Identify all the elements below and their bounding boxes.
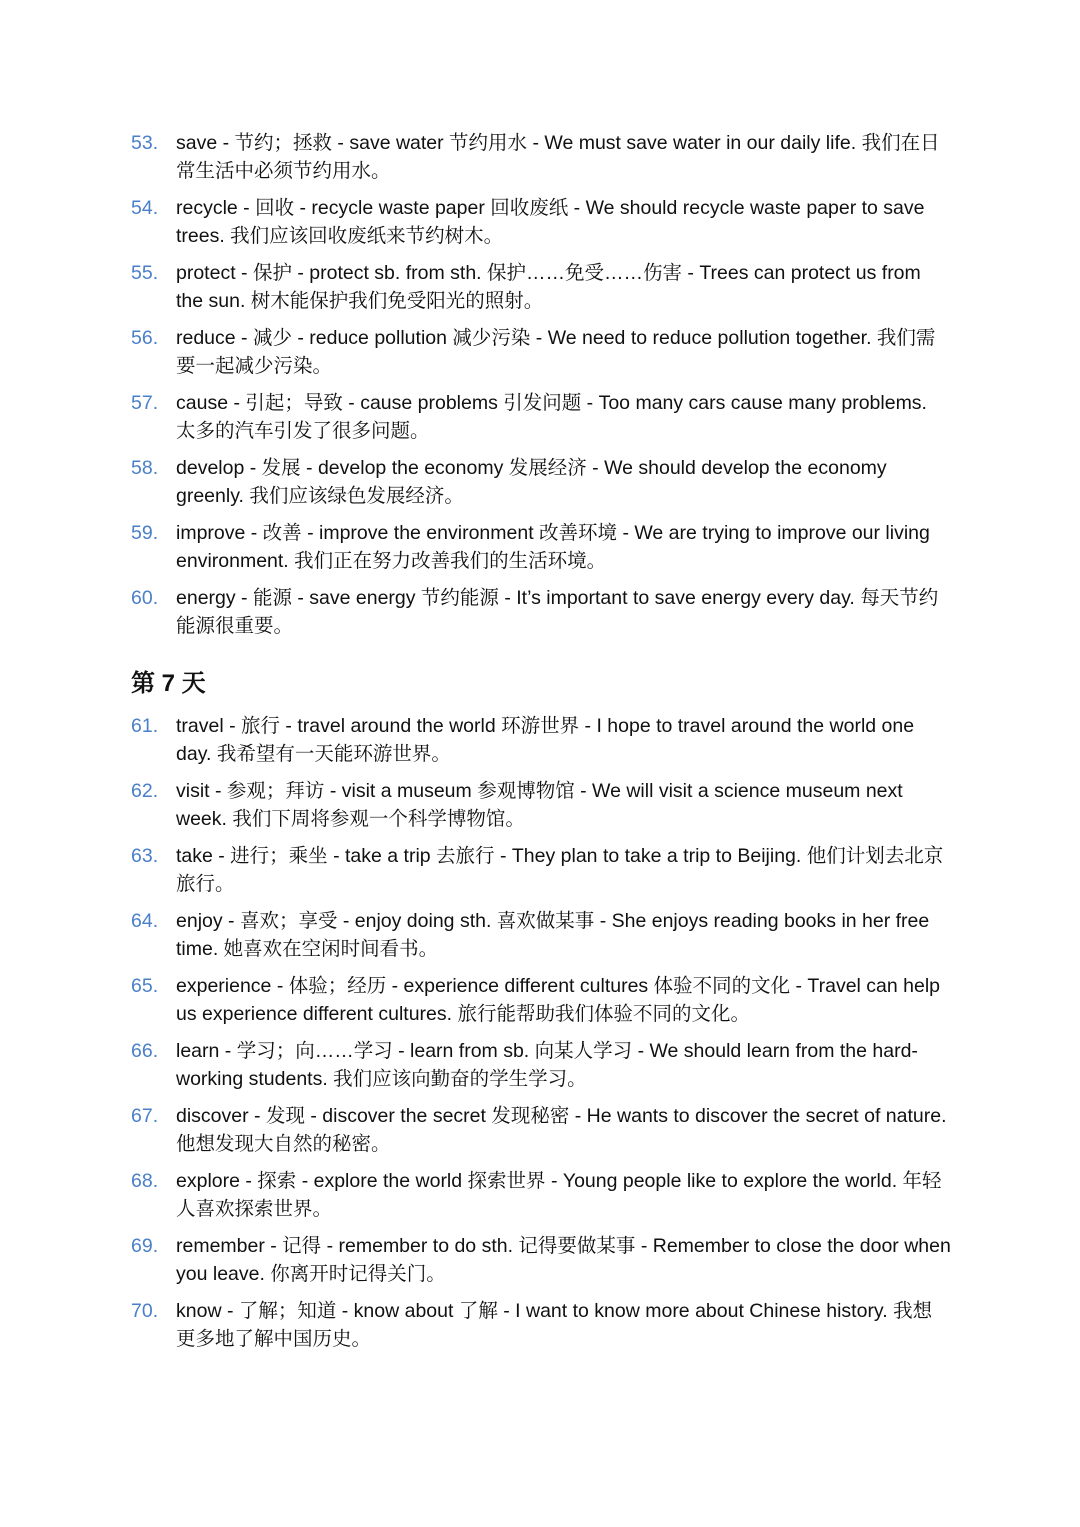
item-text: take - 进行；乘坐 - take a trip 去旅行 - They plan to take a trip to Beijing. 他们计划去北京旅行。 bbox=[176, 845, 944, 895]
item-number: 55. bbox=[131, 262, 159, 284]
item-text: save - 节约；拯救 - save water 节约用水 - We must save water in our daily life. 我们在日常生活中必须节约用水。 bbox=[176, 132, 940, 182]
item-number: 66. bbox=[131, 1040, 159, 1062]
vocabulary-item bbox=[131, 584, 951, 649]
item-number: 56. bbox=[131, 327, 159, 349]
item-number: 60. bbox=[131, 587, 159, 609]
vocabulary-item bbox=[131, 194, 951, 259]
vocabulary-item bbox=[131, 842, 951, 907]
item-number: 59. bbox=[131, 522, 159, 544]
item-number: 53. bbox=[131, 132, 159, 154]
vocabulary-list-day6 bbox=[131, 129, 951, 649]
vocabulary-item bbox=[131, 1167, 951, 1232]
vocabulary-item bbox=[131, 389, 951, 454]
item-number: 58. bbox=[131, 457, 159, 479]
vocabulary-item bbox=[131, 777, 951, 842]
vocabulary-item bbox=[131, 1297, 951, 1362]
vocabulary-list-day7 bbox=[131, 712, 951, 1362]
item-text: visit - 参观；拜访 - visit a museum 参观博物馆 - We will visit a science museum next week. 我们下周将参观一个科学博物馆。 bbox=[176, 780, 903, 830]
item-text: know - 了解；知道 - know about 了解 - I want to know more about Chinese history. 我想更多地了解中国历史。 bbox=[176, 1300, 933, 1350]
item-number: 69. bbox=[131, 1235, 159, 1257]
vocabulary-item bbox=[131, 907, 951, 972]
vocabulary-item bbox=[131, 1102, 951, 1167]
item-text: travel - 旅行 - travel around the world 环游世界 - I hope to travel around the world one day. 我希望有一天能环游世界。 bbox=[176, 715, 915, 765]
vocabulary-item bbox=[131, 259, 951, 324]
vocabulary-item bbox=[131, 712, 951, 777]
vocabulary-item bbox=[131, 1037, 951, 1102]
item-text: explore - 探索 - explore the world 探索世界 - Young people like to explore the world. 年轻人喜欢探索世界。 bbox=[176, 1170, 942, 1220]
vocabulary-item bbox=[131, 454, 951, 519]
item-text: discover - 发现 - discover the secret 发现秘密 - He wants to discover the secret of nature. 他想发现大自然的秘密。 bbox=[176, 1105, 947, 1155]
vocabulary-item bbox=[131, 1232, 951, 1297]
item-text: learn - 学习；向……学习 - learn from sb. 向某人学习 - We should learn from the hard-working students. 我们应该向勤奋的学生学习。 bbox=[176, 1040, 918, 1090]
item-number: 68. bbox=[131, 1170, 159, 1192]
item-text: recycle - 回收 - recycle waste paper 回收废纸 - We should recycle waste paper to save trees. 我们应该回收废纸来节约树木。 bbox=[176, 197, 925, 247]
item-text: protect - 保护 - protect sb. from sth. 保护……免受……伤害 - Trees can protect us from the sun. 树木能保护我们免受阳光的照射。 bbox=[176, 262, 921, 312]
item-text: enjoy - 喜欢；享受 - enjoy doing sth. 喜欢做某事 - She enjoys reading books in her free time. 她喜欢在空闲时间看书。 bbox=[176, 910, 930, 960]
item-number: 54. bbox=[131, 197, 159, 219]
item-number: 64. bbox=[131, 910, 159, 932]
item-text: improve - 改善 - improve the environment 改善环境 - We are trying to improve our living environment. 我们正在努力改善我们的生活环境。 bbox=[176, 522, 930, 572]
item-text: develop - 发展 - develop the economy 发展经济 - We should develop the economy greenly. 我们应该绿色发展经济。 bbox=[176, 457, 887, 507]
item-text: remember - 记得 - remember to do sth. 记得要做某事 - Remember to close the door when you leave. 你离开时记得关门。 bbox=[176, 1235, 951, 1285]
vocabulary-item bbox=[131, 972, 951, 1037]
item-number: 70. bbox=[131, 1300, 159, 1322]
item-text: energy - 能源 - save energy 节约能源 - It’s important to save energy every day. 每天节约能源很重要。 bbox=[176, 587, 939, 637]
item-number: 65. bbox=[131, 975, 159, 997]
item-text: cause - 引起；导致 - cause problems 引发问题 - Too many cars cause many problems. 太多的汽车引发了很多问题。 bbox=[176, 392, 927, 442]
item-number: 62. bbox=[131, 780, 159, 802]
item-text: reduce - 减少 - reduce pollution 减少污染 - We need to reduce pollution together. 我们需要一起减少污染。 bbox=[176, 327, 936, 377]
vocabulary-item bbox=[131, 129, 951, 194]
item-number: 63. bbox=[131, 845, 159, 867]
item-number: 67. bbox=[131, 1105, 159, 1127]
vocabulary-item bbox=[131, 519, 951, 584]
day-heading: 第 7 天 bbox=[131, 670, 206, 697]
item-number: 57. bbox=[131, 392, 159, 414]
item-text: experience - 体验；经历 - experience different cultures 体验不同的文化 - Travel can help us experience different cultures. 旅行能帮助我们体验不同的文化。 bbox=[176, 975, 941, 1025]
item-number: 61. bbox=[131, 715, 159, 737]
vocabulary-item bbox=[131, 324, 951, 389]
